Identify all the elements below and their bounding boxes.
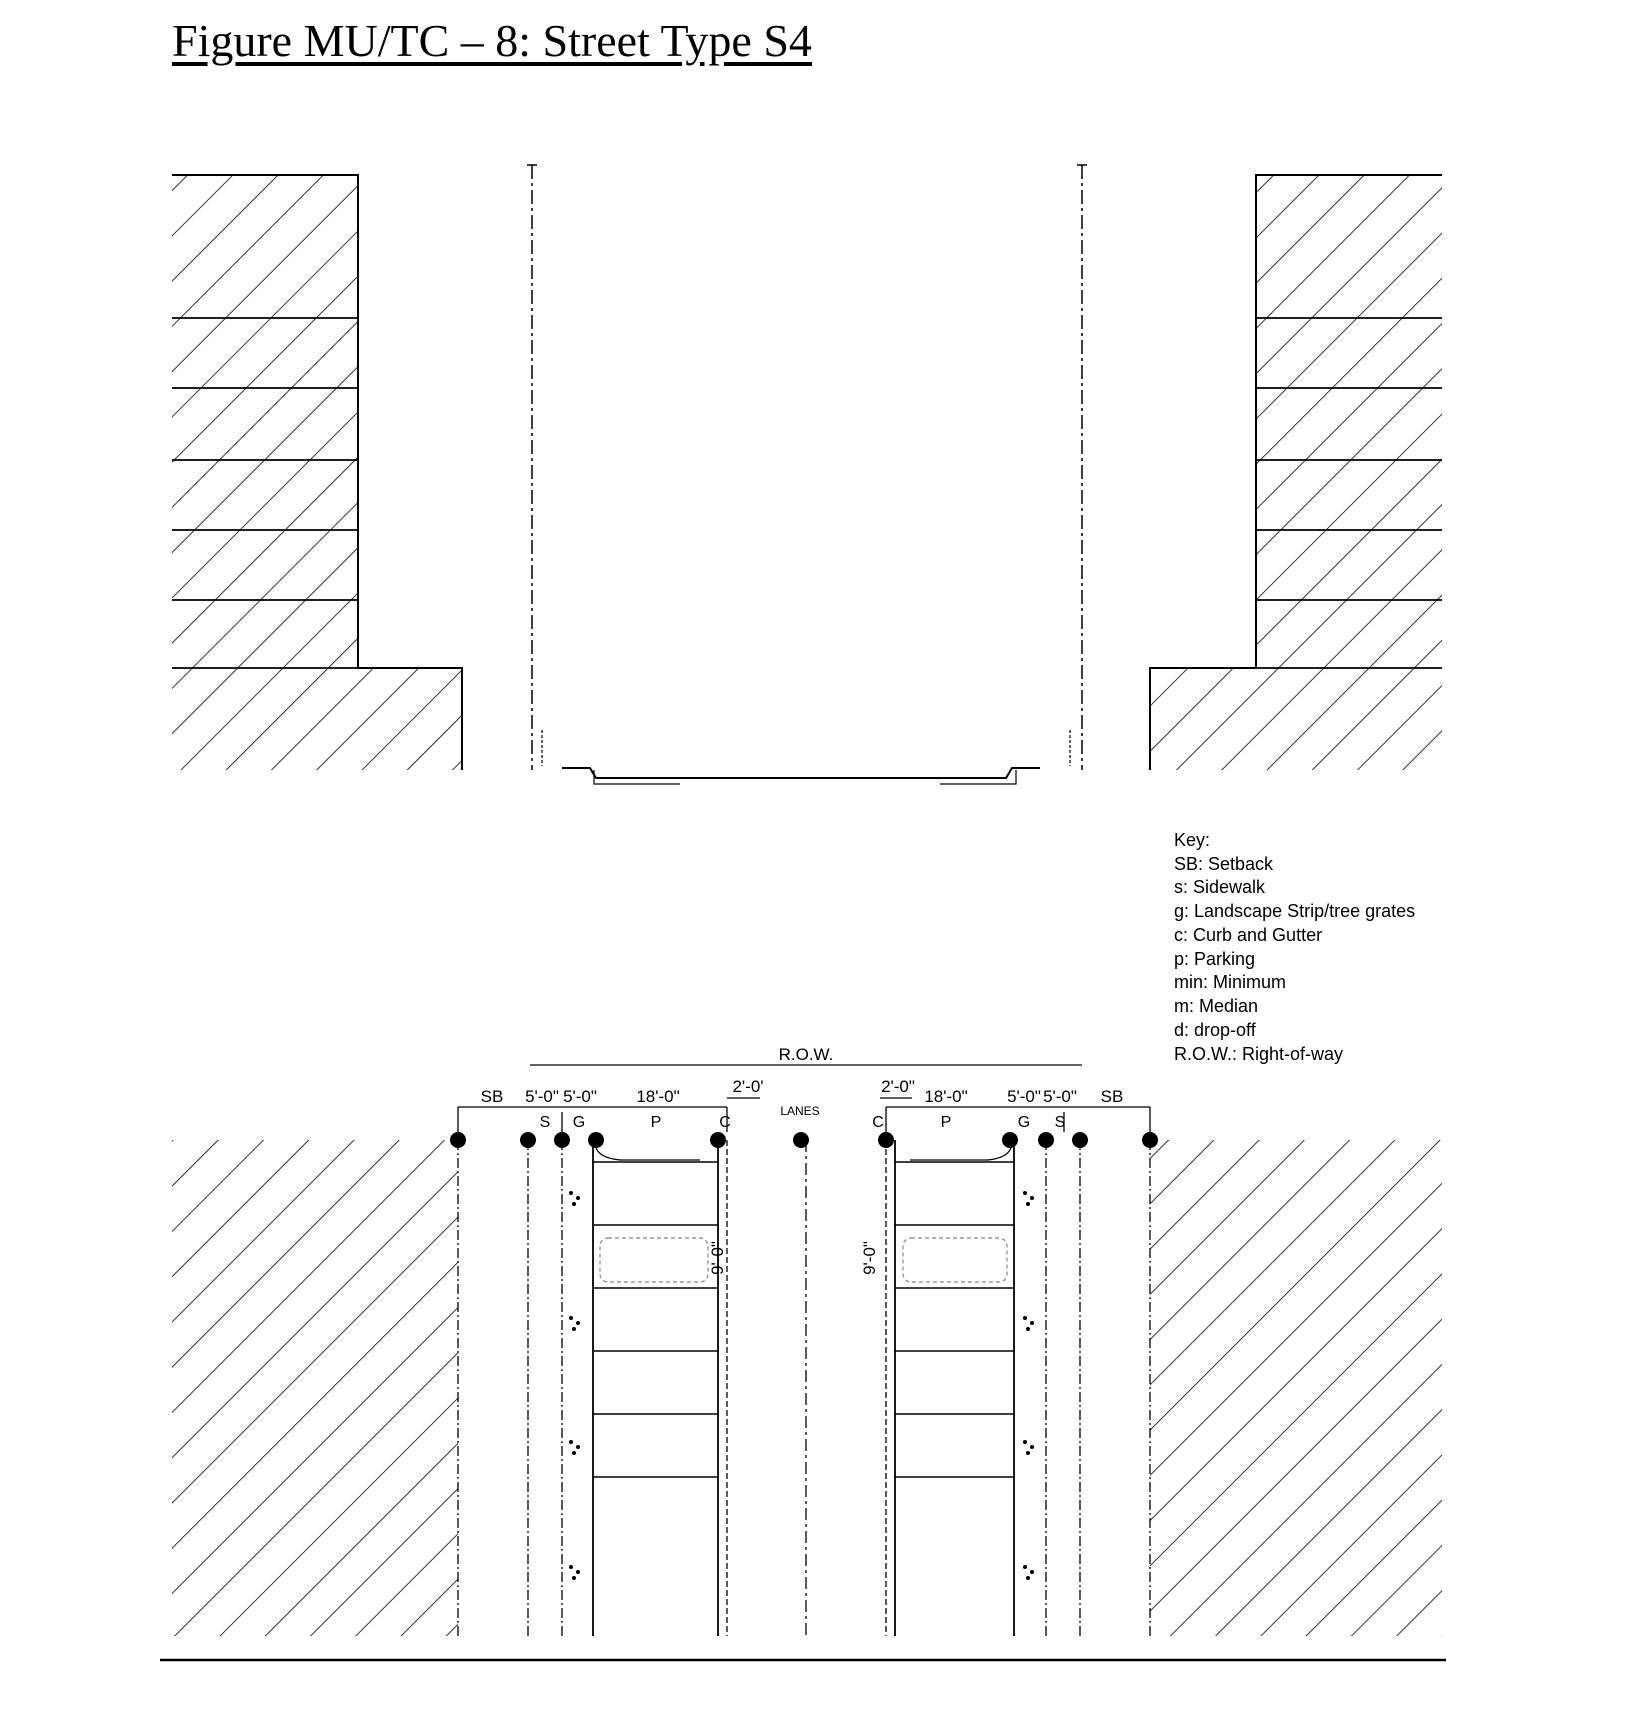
- right-sidewalk-code: S: [1054, 1114, 1066, 1131]
- row-label: R.O.W.: [778, 1045, 834, 1064]
- plan-linework: [458, 1140, 1150, 1636]
- left-setback-label: SB: [480, 1087, 504, 1106]
- key-item-parking: p: Parking: [1174, 949, 1256, 969]
- right-parking-code: P: [940, 1114, 952, 1131]
- key-item-setback: SB: Setback: [1174, 854, 1274, 874]
- key-item-row: R.O.W.: Right-of-way: [1174, 1044, 1344, 1064]
- key-item-curb: c: Curb and Gutter: [1174, 925, 1323, 945]
- key-heading: Key:: [1174, 830, 1211, 850]
- legend-key: [1174, 830, 1415, 1064]
- right-dimensions: [872, 1077, 1123, 1131]
- parking-stalls: [593, 1148, 1014, 1477]
- left-building-elevation: [172, 175, 462, 770]
- key-item-drop-off: d: drop-off: [1174, 1020, 1256, 1040]
- parked-cars: [600, 1238, 1007, 1282]
- left-parking-dim: 18'-0": [636, 1087, 680, 1106]
- figure-title: Figure MU/TC – 8: Street Type S4: [172, 15, 812, 66]
- right-stall-dim: 9'-0": [860, 1241, 879, 1275]
- left-landscape-dim: 5'-0": [563, 1087, 597, 1106]
- right-curb-dim: 2'-0": [881, 1077, 915, 1096]
- left-parking-code: P: [650, 1114, 662, 1131]
- key-item-median: m: Median: [1174, 996, 1259, 1016]
- right-building-elevation: [1150, 175, 1442, 770]
- left-dimensions: [481, 1077, 764, 1131]
- row-lines-elevation: [527, 165, 1087, 770]
- key-item-minimum: min: Minimum: [1174, 972, 1287, 992]
- street-section: [542, 730, 1070, 784]
- left-curb-dim: 2'-0': [732, 1077, 764, 1096]
- key-item-sidewalk: s: Sidewalk: [1174, 877, 1266, 897]
- right-parking-dim: 18'-0": [924, 1087, 968, 1106]
- right-landscape-dim: 5'-0": [1007, 1087, 1041, 1106]
- right-lot-plan: [1150, 1140, 1442, 1636]
- row-dimension: [530, 1045, 1082, 1065]
- right-landscape-code: G: [1017, 1114, 1031, 1131]
- right-sidewalk-dim: 5'-0": [1043, 1087, 1077, 1106]
- tree-grate-marks: [569, 1191, 1034, 1580]
- left-lot-plan: [172, 1140, 458, 1636]
- left-curb-code: C: [719, 1114, 731, 1131]
- left-stall-dim: 9'-0": [708, 1241, 727, 1275]
- left-sidewalk-dim: 5'-0": [525, 1087, 559, 1106]
- elevation-view: [172, 165, 1442, 784]
- right-setback-label: SB: [1100, 1087, 1124, 1106]
- left-landscape-code: G: [572, 1114, 586, 1131]
- dimension-nodes: [450, 1132, 1158, 1148]
- left-sidewalk-code: S: [539, 1114, 551, 1131]
- lanes-label: LANES: [780, 1104, 820, 1118]
- key-item-landscape: g: Landscape Strip/tree grates: [1174, 901, 1416, 921]
- plan-view: [172, 1045, 1442, 1636]
- right-curb-code: C: [872, 1114, 884, 1131]
